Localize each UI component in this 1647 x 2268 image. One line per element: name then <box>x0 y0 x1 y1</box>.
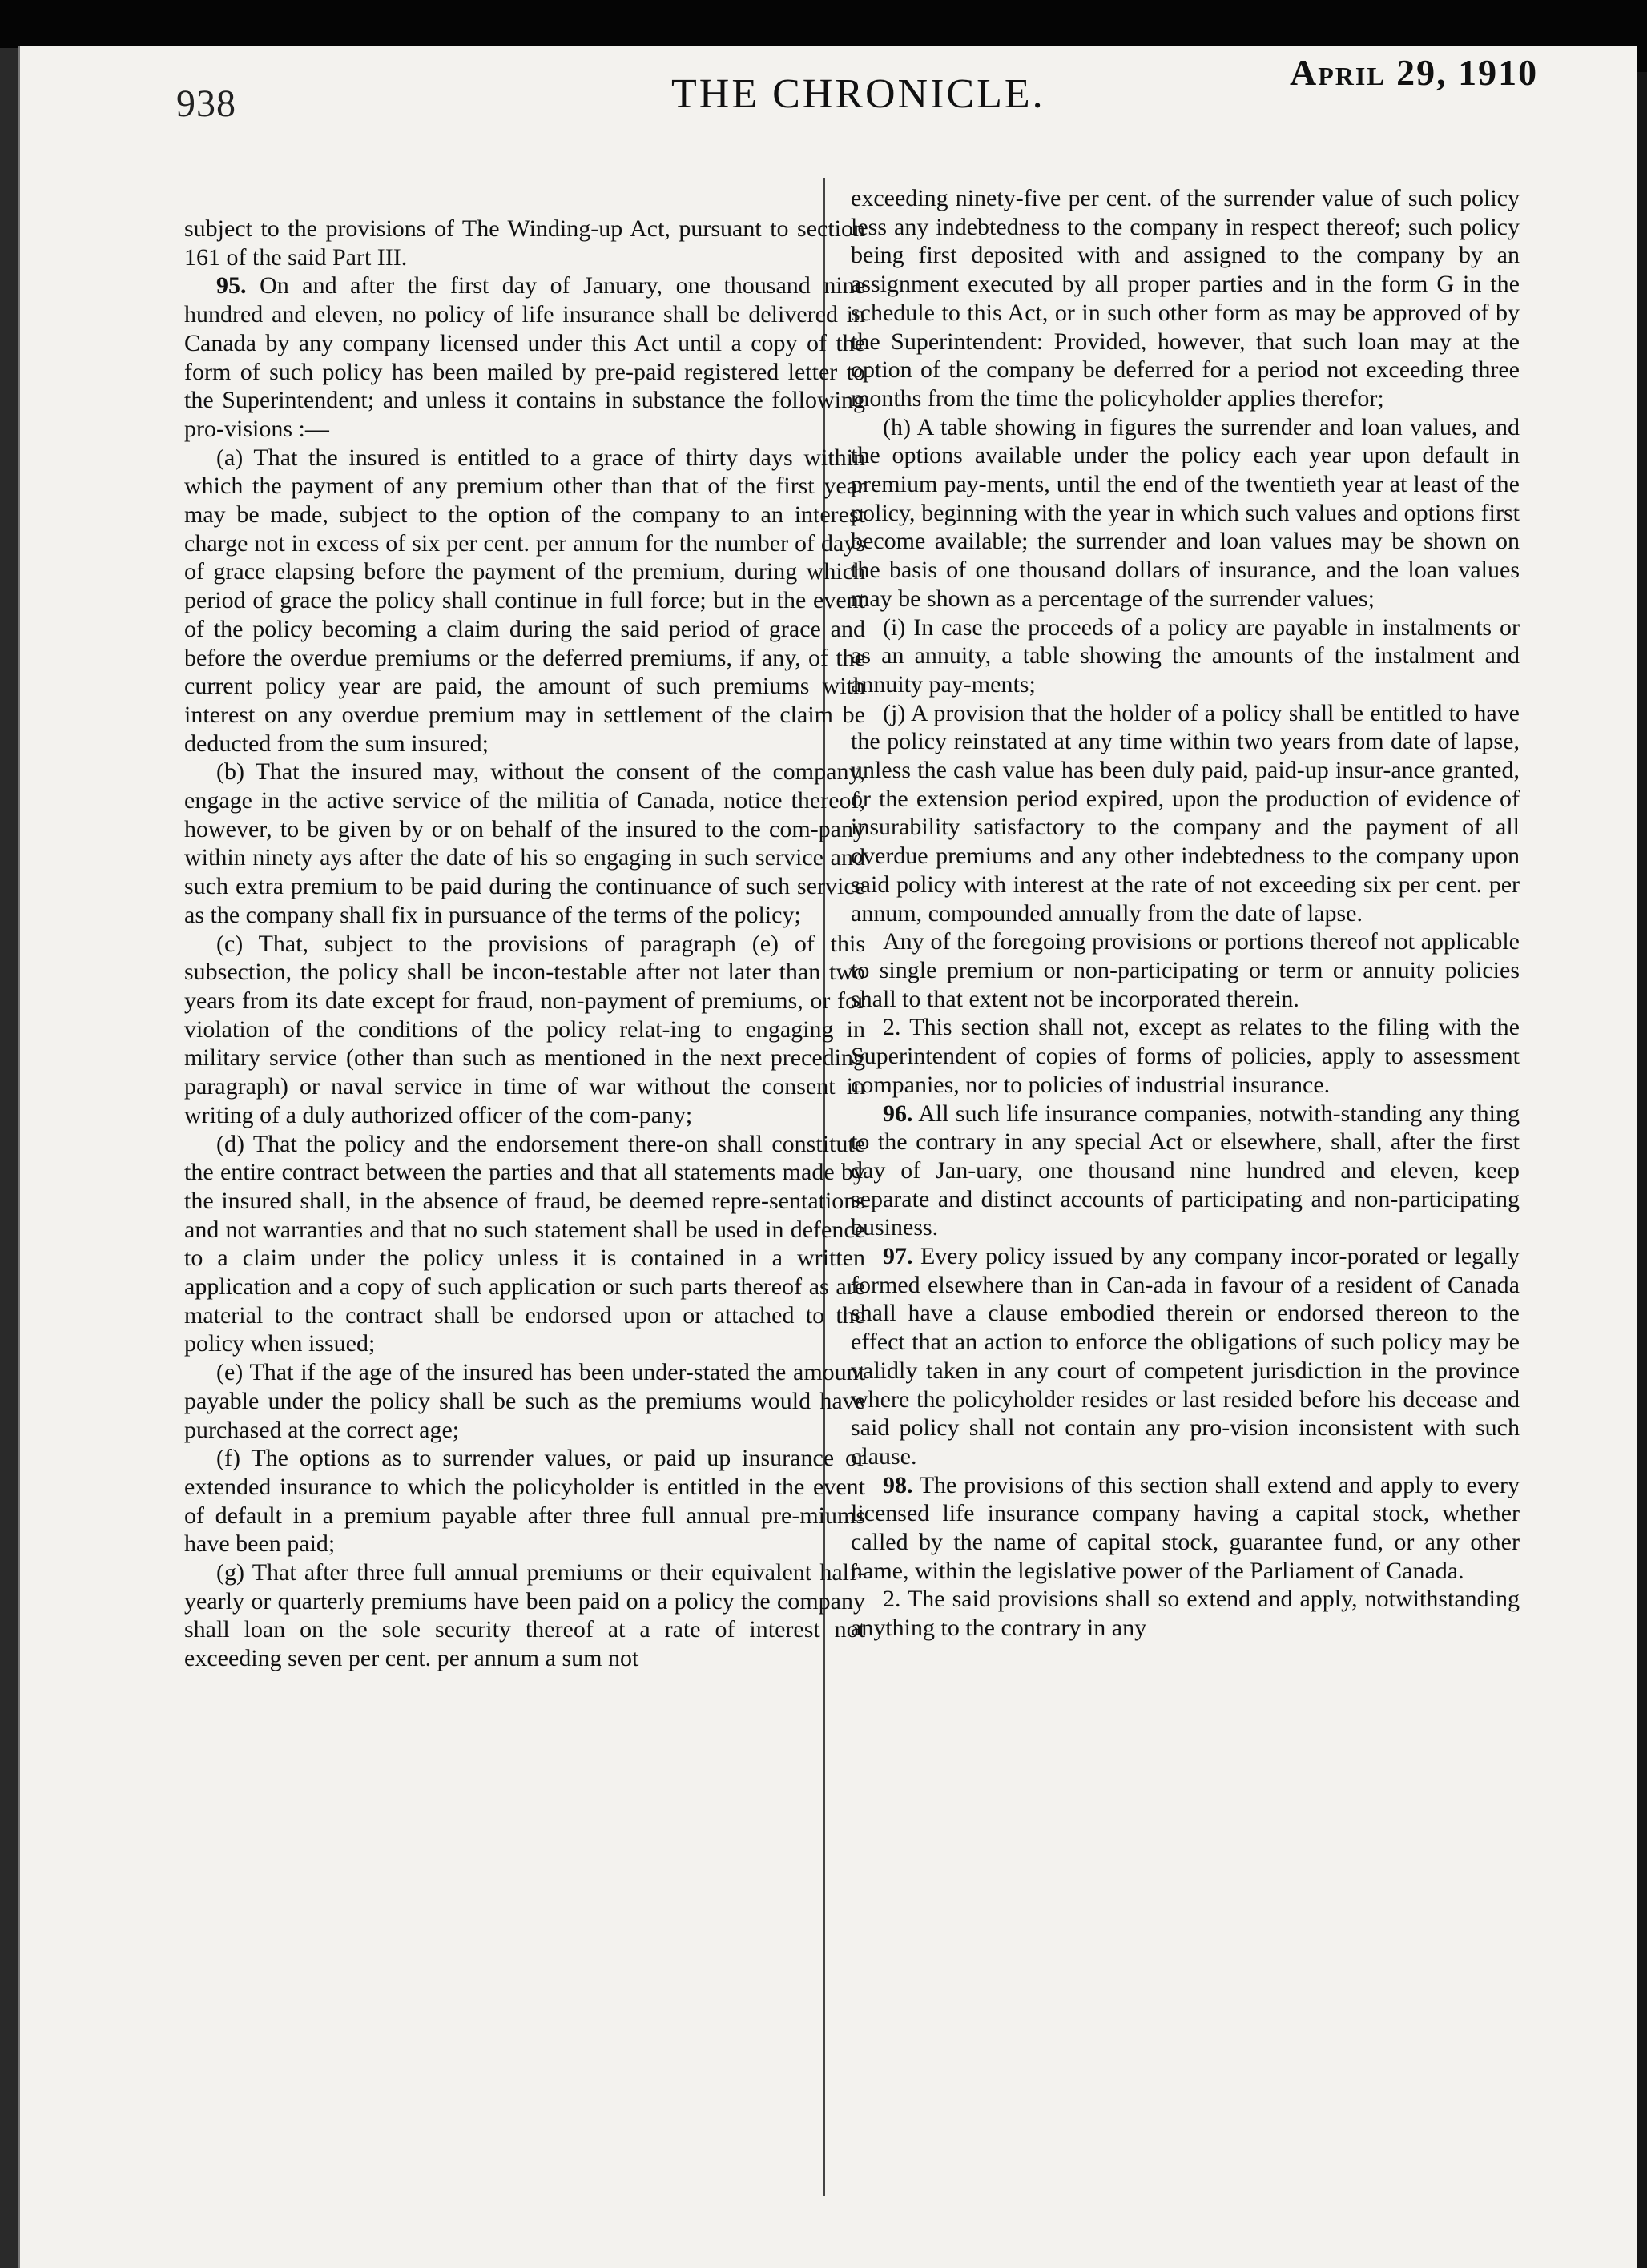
running-title: THE CHRONICLE. <box>671 71 1045 117</box>
paragraph <box>851 699 1520 928</box>
section-number: 96. <box>883 1100 913 1127</box>
paragraph <box>184 271 865 443</box>
paragraph-text: exceeding ninety-five per cent. of the surrender value of such policy less any indebtedness to the company in respect thereof; such policy being first deposited with and assigned to the company by an assignment executed by all proper parties and in the form G in the schedule to this Act, or in such other form as may be approved of by the Superintendent: Provided, however, that such loan may at the option of the company be deferred for a period not exceeding three months from the time the policyholder applies therefor; <box>851 185 1520 412</box>
paragraph-text: (e) That if the age of the insured has been under-stated the amount payable under the policy shall be such as the premiums would have purchased at the correct age; <box>184 1359 865 1443</box>
paragraph-text: (h) A table showing in figures the surrender and loan values, and the options available under the policy each year upon default in premium pay-ments, until the end of the twentieth year at least of the policy, beginning with the year in which such values and options first become available; the surrender and loan values may be shown on the basis of one thousand dollars of insurance, and the loan values may be shown as a percentage of the surrender values; <box>851 413 1520 612</box>
paragraph-text: (f) The options as to surrender values, or paid up insurance or extended insurance to which the policyholder is entitled in the event of default in a premium payable after three full annual pre-miums have been paid; <box>184 1445 865 1558</box>
paragraph <box>184 215 865 271</box>
paragraph-text: (g) That after three full annual premiums or their equivalent half-yearly or quarterly premiums have been paid on a policy the company shall loan on the sole security thereof at a rate of interest not exceeding seven per cent. per annum a sum not <box>184 1559 865 1672</box>
paragraph-text: On and after the first day of January, one thousand nine hundred and eleven, no policy of life insurance shall be delivered in Canada by any company licensed under this Act until a copy of the form of such policy has been mailed by pre-paid registered letter to the Superintendent; and unless it contains in substance the following pro-visions :— <box>184 272 865 442</box>
page-number: 938 <box>176 82 236 125</box>
paragraph-text: 2. This section shall not, except as relates to the filing with the Superintendent of copies of forms of policies, apply to assessment companies, nor to policies of industrial insurance. <box>851 1014 1520 1098</box>
paragraph-text: Every policy issued by any company incor-porated or legally formed elsewhere than in Can-ada in favour of a resident of Canada shall have a clause embodied therein or endorsed thereon to the effect that an action to enforce the obligations of such policy may be validly taken in any court of competent jurisdiction in the province where the policyholder resides or last resided before his decease and said policy shall not contain any pro-vision inconsistent with such clause. <box>851 1243 1520 1470</box>
paragraph-text: Any of the foregoing provisions or portions thereof not applicable to single premium or non-participating or term or annuity policies shall to that extent not be incorporated therein. <box>851 928 1520 1012</box>
paragraph <box>184 930 865 1130</box>
paragraph <box>851 1242 1520 1471</box>
paragraph <box>851 1585 1520 1642</box>
paragraph <box>184 1444 865 1558</box>
paragraph <box>851 413 1520 613</box>
paragraph-text: subject to the provisions of The Winding-up Act, pursuant to section 161 of the said Part III. <box>184 215 865 271</box>
paragraph <box>184 1130 865 1359</box>
paragraph <box>184 1358 865 1444</box>
paragraph <box>851 1471 1520 1586</box>
section-number: 95. <box>216 272 247 300</box>
paragraph-text: (a) That the insured is entitled to a grace of thirty days within which the payment of any premium other than that of the first year may be made, subject to the option of the company to an interest charge not in excess of six per cent. per annum for the number of days of grace elapsing before the payment of the premium, during which period of grace the policy shall continue in full force; but in the event of the policy becoming a claim during the said period of grace and before the overdue premiums or the deferred premiums, if any, of the current policy year are paid, the amount of such premiums with interest on any overdue premium may in settlement of the claim be deducted from the sum insured; <box>184 444 865 757</box>
paragraph <box>184 1558 865 1673</box>
paragraph <box>184 444 865 758</box>
paragraph <box>851 613 1520 699</box>
paragraph <box>851 1013 1520 1099</box>
paragraph <box>184 758 865 929</box>
paragraph <box>851 1100 1520 1243</box>
book-spine <box>0 48 18 2268</box>
paragraph-text: (b) That the insured may, without the consent of the company, engage in the active service of the militia of Canada, notice thereof, however, to be given by or on behalf of the insured to the com-pany within ninety ays after the date of his so engaging in such service and such extra premium to be paid during the continuance of such service as the company shall fix in pursuance of the terms of the policy; <box>184 758 865 928</box>
paragraph-text: All such life insurance companies, notwith-standing any thing to the contrary in any special Act or elsewhere, shall, after the first day of Jan-uary, one thousand nine hundred and eleven, keep separate and distinct accounts of participating and non-participating business. <box>851 1100 1520 1241</box>
section-number: 98. <box>883 1471 913 1498</box>
paragraph-text: The provisions of this section shall extend and apply to every licensed life insurance company having a capital stock, whether called by the name of capital stock, guarantee fund, or any other name, within the legislative power of the Parliament of Canada. <box>851 1471 1520 1584</box>
issue-date: April 29, 1910 <box>1290 52 1539 93</box>
paragraph-text: (i) In case the proceeds of a policy are payable in instalments or as an annuity, a table showing the amounts of the instalment and annuity pay-ments; <box>851 613 1520 698</box>
left-column <box>184 215 865 1673</box>
right-column <box>851 184 1520 1643</box>
paragraph-text: (j) A provision that the holder of a policy shall be entitled to have the policy reinstated at any time within two years from date of lapse, unless the cash value has been duly paid, paid-up insur-ance granted, or the extension period expired, upon the production of evidence of insurability satisfactory to the company and the payment of all overdue premiums and any other indebtedness to the company upon said policy with interest at the rate of not exceeding six per cent. per annum, compounded annually from the date of lapse. <box>851 699 1520 927</box>
paragraph-text: 2. The said provisions shall so extend and apply, notwithstanding anything to the contrary in any <box>851 1586 1520 1642</box>
paragraph-text: (d) That the policy and the endorsement there-on shall constitute the entire contract between the parties and that all statements made by the insured shall, in the absence of fraud, be deemed repre-sentations and not warranties and that no such statement shall be used in defence to a claim under the policy unless it is contained in a written application and a copy of such application or such parts thereof as are material to the contract shall be endorsed upon or attached to the policy when issued; <box>184 1130 865 1357</box>
section-number: 97. <box>883 1243 913 1270</box>
paragraph-text: (c) That, subject to the provisions of paragraph (e) of this subsection, the policy shall be incon-testable after not later than two years from its date except for fraud, non-payment of premiums, or for violation of the conditions of the policy relat-ing to engaging in military service (other than such as mentioned in the next preceding paragraph) or naval service in time of war without the consent in writing of a duly authorized officer of the com-pany; <box>184 930 865 1128</box>
paragraph <box>851 927 1520 1013</box>
paragraph <box>851 184 1520 413</box>
